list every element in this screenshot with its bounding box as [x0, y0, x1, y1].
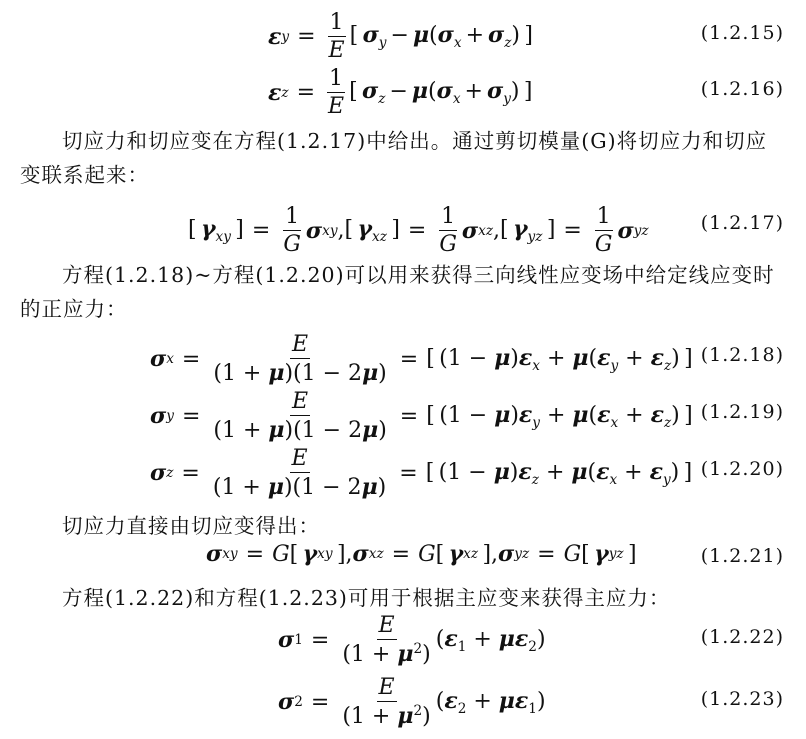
equation-number: (1.2.19) [700, 401, 784, 423]
paragraph-normal-intro: 方程(1.2.18)~方程(1.2.20)可以用来获得三向线性应变场中给定线应变时的正应力： [20, 263, 775, 321]
equation-number: (1.2.22) [700, 626, 784, 648]
equation-number: (1.2.15) [700, 22, 784, 44]
equation-1-2-18: σ x = $\frac{E}{(1 + \mu)(1 - 2\mu)}$ = [ $(1 - \mu)\varepsilon_x + \mu(\varepsilon_y + \varepsilon_z)$ ] [150, 332, 693, 386]
equation-number: (1.2.21) [700, 545, 784, 567]
equation-1-2-16: ε z = $\frac{1}{E}$ [ $\sigma_z - \mu(\sigma_x + \sigma_y)$ ] [268, 66, 533, 119]
paragraph-shear-intro: 切应力和切应变在方程(1.2.17)中给出。通过剪切模量(G)将切应力和切应变联系起来： [20, 129, 768, 187]
equation-number: (1.2.20) [700, 458, 784, 480]
equation-1-2-21: σ xy = G [ γ xy ], σ xz = G [ γ xz ], σ yz = G [ γ yz ] [206, 541, 637, 567]
equation-1-2-17: [ $\gamma_{xy}$ ] = $\frac{1}{G}$ σ xy , [ $\gamma_{xz}$ ] = $\frac{1}{G}$ σ xz , [ $\gamma_{yz}$ ] = $\frac{1}{G}$ σ yz [188, 204, 649, 257]
equation-number: (1.2.18) [700, 344, 784, 366]
equation-number: (1.2.16) [700, 78, 784, 100]
equation-number: (1.2.23) [700, 688, 784, 710]
equation-1-2-20: σ z = $\frac{E}{(1 + \mu)(1 - 2\mu)}$ = [ $(1 - \mu)\varepsilon_z + \mu(\varepsilon_x + \varepsilon_y)$ ] [150, 446, 693, 500]
paragraph-principal-intro: 方程(1.2.22)和方程(1.2.23)可用于根据主应变来获得主应力： [62, 586, 671, 610]
paragraph-shear-from-strain: 切应力直接由切应变得出： [62, 514, 320, 538]
equation-1-2-22: σ 1 = $\frac{E}{(1 + \mu^2)}$ $(\varepsilon_1 + \mu\varepsilon_2)$ [278, 613, 546, 668]
equation-1-2-23: σ 2 = $\frac{E}{(1 + \mu^2)}$ $(\varepsilon_2 + \mu\varepsilon_1)$ [278, 675, 546, 730]
equation-number: (1.2.17) [700, 212, 784, 234]
equation-1-2-15: ε y = $\frac{1}{E}$ [ $\sigma_y - \mu(\sigma_x + \sigma_z)$ ] [268, 10, 533, 63]
equation-1-2-19: σ y = $\frac{E}{(1 + \mu)(1 - 2\mu)}$ = [ $(1 - \mu)\varepsilon_y + \mu(\varepsilon_x + \varepsilon_z)$ ] [150, 389, 693, 443]
